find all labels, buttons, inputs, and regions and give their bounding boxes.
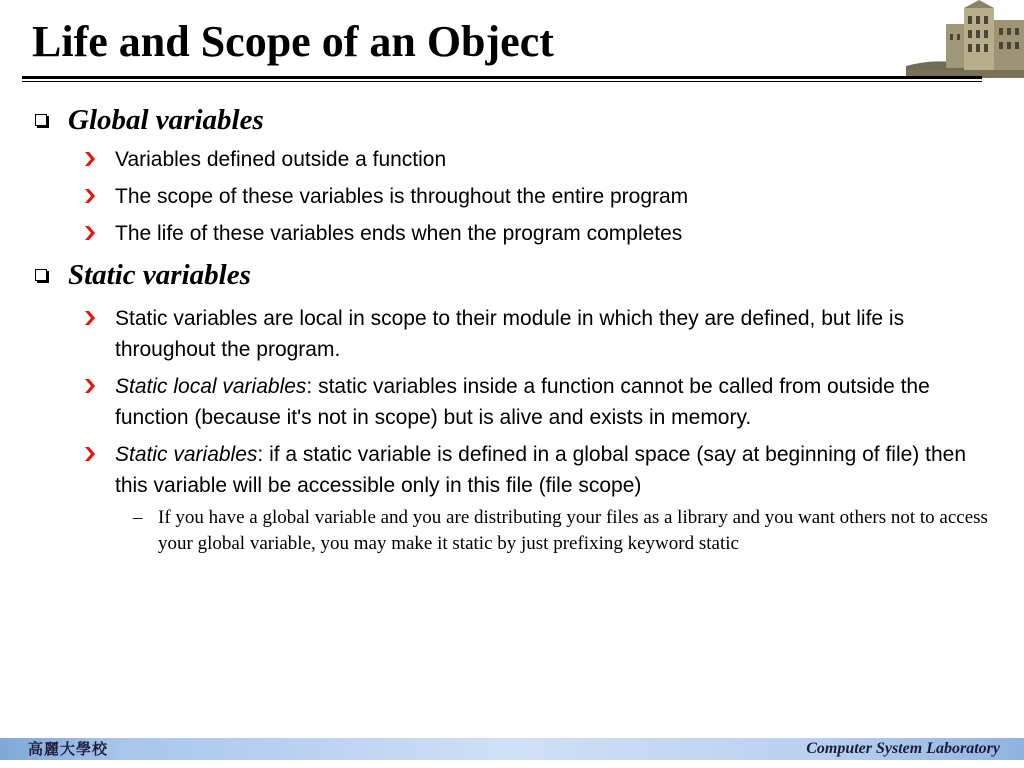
bullet-item [0,439,1024,501]
footer-university-name: 高麗大學校 [28,740,109,758]
bullet-item [0,218,1024,249]
bullet-item [0,371,1024,433]
section-heading: Static variables [68,259,251,291]
bullet-text: : if a static variable is defined in a global space (say at beginning of file) then this variable will be accessible only in this file (file scope) [115,443,966,497]
section-static-variables [0,255,1024,557]
chevron-right-icon [84,225,96,241]
hollow-square-icon [35,114,47,126]
sub-bullet-item [0,505,1024,557]
section-global-variables [0,100,1024,249]
bullet-term: Static variables [115,443,258,466]
bullet-text: Static variables are local in scope to their module in which they are defined, but life is throughout the program. [115,307,905,361]
bullet-term: Static local variables [115,375,307,398]
bullet-item [0,144,1024,175]
sub-bullet-text: If you have a global variable and you are distributing your files as a library and you want others not to access your global variable, you may make it static by just prefixing keyword static [158,507,988,554]
chevron-right-icon [84,310,96,326]
footer-band [0,738,1024,760]
bullet-item [0,303,1024,365]
bullet-list [0,144,1024,249]
bullet-text: Variables defined outside a function [115,148,447,171]
bullet-text: : static variables inside a function cannot be called from outside the function (because it's not in scope) but is alive and exists in memory. [115,375,930,429]
bullet-item [0,181,1024,212]
university-building-icon [906,0,1024,78]
slide-body [0,100,1024,557]
chevron-right-icon [84,188,96,204]
bullet-list [0,303,1024,501]
slide-title: Life and Scope of an Object [32,17,554,66]
section-heading: Global variables [68,104,264,136]
dash-marker: – [133,507,143,528]
footer-lab-name: Computer System Laboratory [806,740,1000,757]
bullet-text: The scope of these variables is throughout the entire program [115,185,689,208]
title-underline [22,76,982,82]
bullet-text: The life of these variables ends when the program completes [115,222,683,245]
chevron-right-icon [84,446,96,462]
hollow-square-icon [35,269,47,281]
chevron-right-icon [84,378,96,394]
chevron-right-icon [84,151,96,167]
